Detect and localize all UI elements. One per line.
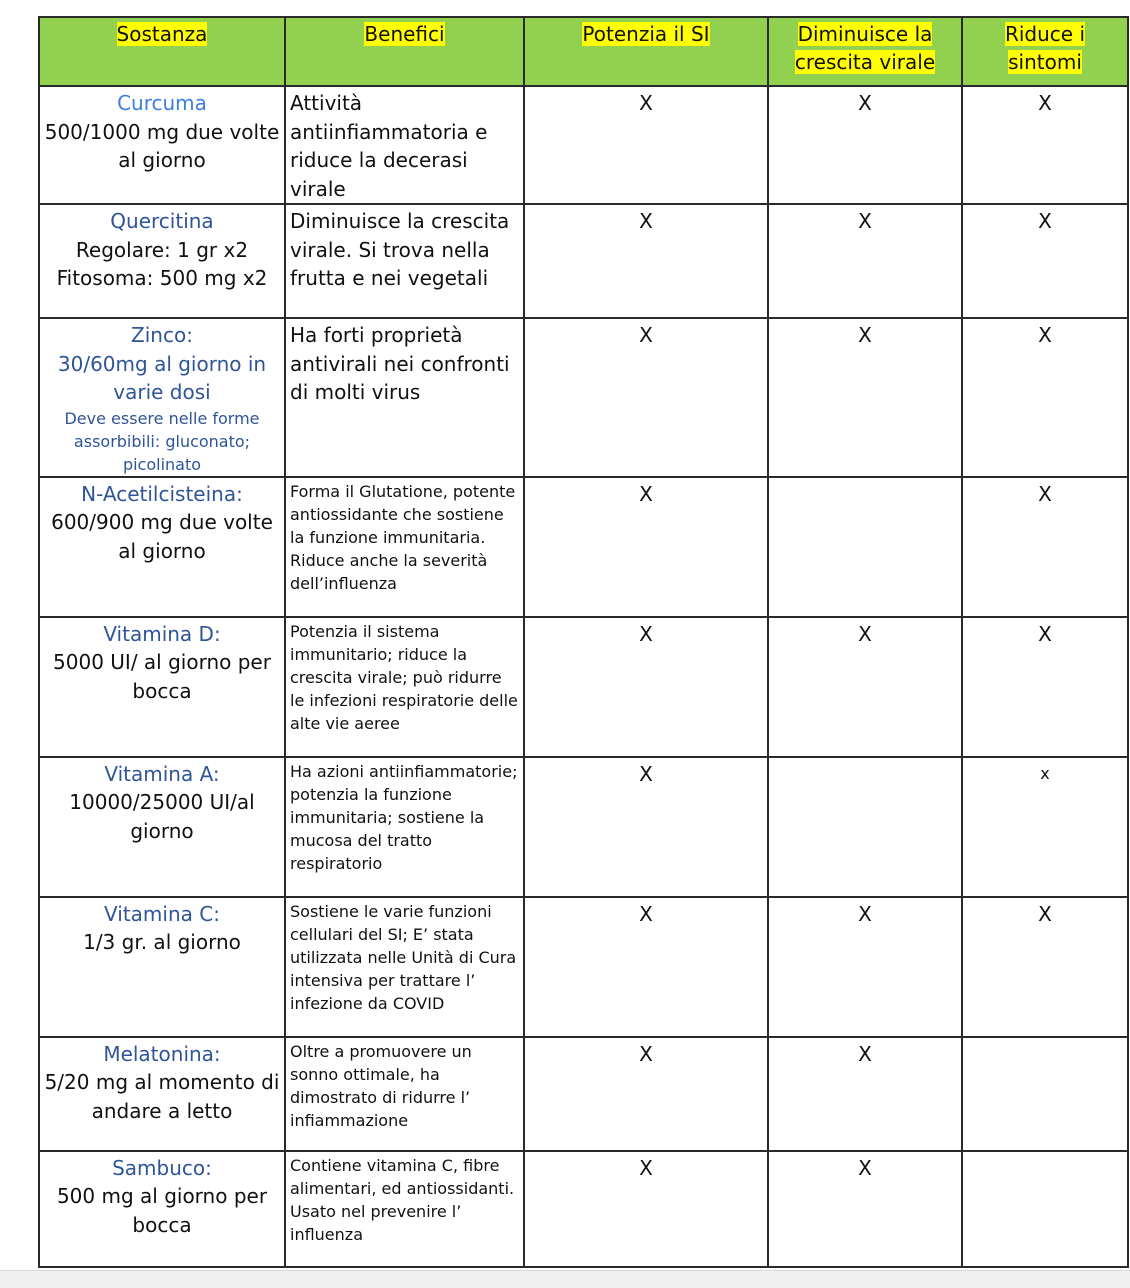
reduces-symptoms-mark: x bbox=[962, 757, 1128, 897]
substance-name: Vitamina D: bbox=[103, 621, 221, 646]
reduces-symptoms-mark bbox=[962, 1037, 1128, 1151]
substance-cell bbox=[39, 477, 285, 617]
table-row bbox=[39, 204, 1128, 318]
header-benefits: Benefici bbox=[285, 17, 524, 86]
boosts-immune-mark: X bbox=[524, 617, 768, 757]
benefit-cell: Ha forti proprietà antivirali nei confronti di molti virus bbox=[285, 318, 524, 477]
benefit-cell: Potenzia il sistema immunitario; riduce la crescita virale; può ridurre le infezioni respiratorie delle alte vie aeree bbox=[285, 617, 524, 757]
benefit-cell: Forma il Glutatione, potente antiossidante che sostiene la funzione immunitaria. Riduce anche la severità dell’influenza bbox=[285, 477, 524, 617]
benefit-cell: Sostiene le varie funzioni cellulari del SI; E’ stata utilizzata nelle Unità di Cura intensiva per trattare l’ infezione da COVID bbox=[285, 897, 524, 1037]
reduces-viral-growth-mark: X bbox=[768, 617, 962, 757]
substance-name: Sambuco: bbox=[112, 1155, 212, 1180]
reduces-symptoms-mark: X bbox=[962, 477, 1128, 617]
reduces-viral-growth-mark bbox=[768, 757, 962, 897]
window-bottom-bar bbox=[0, 1270, 1130, 1288]
substance-dose: 500 mg al giorno per bocca bbox=[56, 1184, 268, 1237]
reduces-symptoms-mark bbox=[962, 1151, 1128, 1267]
table-row bbox=[39, 1037, 1128, 1151]
table-row bbox=[39, 1151, 1128, 1267]
header-reduces-viral-growth: Diminuisce la crescita virale bbox=[768, 17, 962, 86]
boosts-immune-mark: X bbox=[524, 1151, 768, 1267]
boosts-immune-mark: X bbox=[524, 1037, 768, 1151]
substance-dose: 5000 UI/ al giorno per bocca bbox=[53, 650, 271, 703]
header-boosts-immune: Potenzia il SI bbox=[524, 17, 768, 86]
substance-cell bbox=[39, 318, 285, 477]
substance-name: Curcuma bbox=[117, 91, 207, 115]
substance-name: Melatonina: bbox=[103, 1041, 221, 1066]
table-row bbox=[39, 897, 1128, 1037]
substance-dose: 1/3 gr. al giorno bbox=[83, 930, 241, 954]
benefit-cell: Ha azioni antiinfiammatorie; potenzia la funzione immunitaria; sostiene la mucosa del tratto respiratorio bbox=[285, 757, 524, 897]
substance-cell bbox=[39, 204, 285, 318]
benefit-cell: Attività antiinfiammatoria e riduce la decerasi virale bbox=[285, 86, 524, 204]
substance-dose: 30/60mg al giorno in varie dosi bbox=[57, 351, 267, 404]
substance-name: Vitamina C: bbox=[104, 901, 220, 926]
boosts-immune-mark: X bbox=[524, 86, 768, 204]
boosts-immune-mark: X bbox=[524, 757, 768, 897]
substance-cell bbox=[39, 617, 285, 757]
substance-name: Quercitina bbox=[110, 209, 214, 233]
table-row bbox=[39, 318, 1128, 477]
reduces-viral-growth-mark: X bbox=[768, 204, 962, 318]
reduces-viral-growth-mark bbox=[768, 477, 962, 617]
substance-cell bbox=[39, 1151, 285, 1267]
boosts-immune-mark: X bbox=[524, 477, 768, 617]
substance-cell bbox=[39, 897, 285, 1037]
substance-dose: 500/1000 mg due volte al giorno bbox=[44, 119, 280, 172]
substance-name: Vitamina A: bbox=[104, 761, 220, 786]
substance-cell bbox=[39, 1037, 285, 1151]
reduces-symptoms-mark: X bbox=[962, 86, 1128, 204]
reduces-viral-growth-mark: X bbox=[768, 1037, 962, 1151]
reduces-symptoms-mark: X bbox=[962, 318, 1128, 477]
substance-note: Deve essere nelle forme assorbibili: gluconato; picolinato bbox=[64, 408, 260, 474]
table-row bbox=[39, 477, 1128, 617]
reduces-symptoms-mark: X bbox=[962, 897, 1128, 1037]
substance-name: N-Acetilcisteina: bbox=[81, 481, 243, 506]
reduces-viral-growth-mark: X bbox=[768, 897, 962, 1037]
supplement-table bbox=[38, 16, 1129, 1268]
boosts-immune-mark: X bbox=[524, 318, 768, 477]
benefit-cell: Contiene vitamina C, fibre alimentari, ed antiossidanti. Usato nel prevenire l’ influenza bbox=[285, 1151, 524, 1267]
reduces-viral-growth-mark: X bbox=[768, 1151, 962, 1267]
reduces-symptoms-mark: X bbox=[962, 204, 1128, 318]
benefit-cell: Oltre a promuovere un sonno ottimale, ha dimostrato di ridurre l’ infiammazione bbox=[285, 1037, 524, 1151]
table-row bbox=[39, 617, 1128, 757]
benefit-cell: Diminuisce la crescita virale. Si trova nella frutta e nei vegetali bbox=[285, 204, 524, 318]
header-substance: Sostanza bbox=[39, 17, 285, 86]
substance-dose: Regolare: 1 gr x2 Fitosoma: 500 mg x2 bbox=[56, 237, 268, 290]
table-row bbox=[39, 757, 1128, 897]
substance-dose: 5/20 mg al momento di andare a letto bbox=[44, 1070, 280, 1123]
header-row bbox=[39, 17, 1128, 86]
substance-dose: 10000/25000 UI/al giorno bbox=[69, 790, 255, 843]
substance-dose: 600/900 mg due volte al giorno bbox=[51, 510, 273, 563]
boosts-immune-mark: X bbox=[524, 204, 768, 318]
boosts-immune-mark: X bbox=[524, 897, 768, 1037]
reduces-symptoms-mark: X bbox=[962, 617, 1128, 757]
header-reduces-symptoms: Riduce i sintomi bbox=[962, 17, 1128, 86]
table-row bbox=[39, 86, 1128, 204]
substance-name: Zinco: bbox=[131, 323, 193, 347]
substance-cell bbox=[39, 757, 285, 897]
reduces-viral-growth-mark: X bbox=[768, 318, 962, 477]
substance-cell bbox=[39, 86, 285, 204]
reduces-viral-growth-mark: X bbox=[768, 86, 962, 204]
